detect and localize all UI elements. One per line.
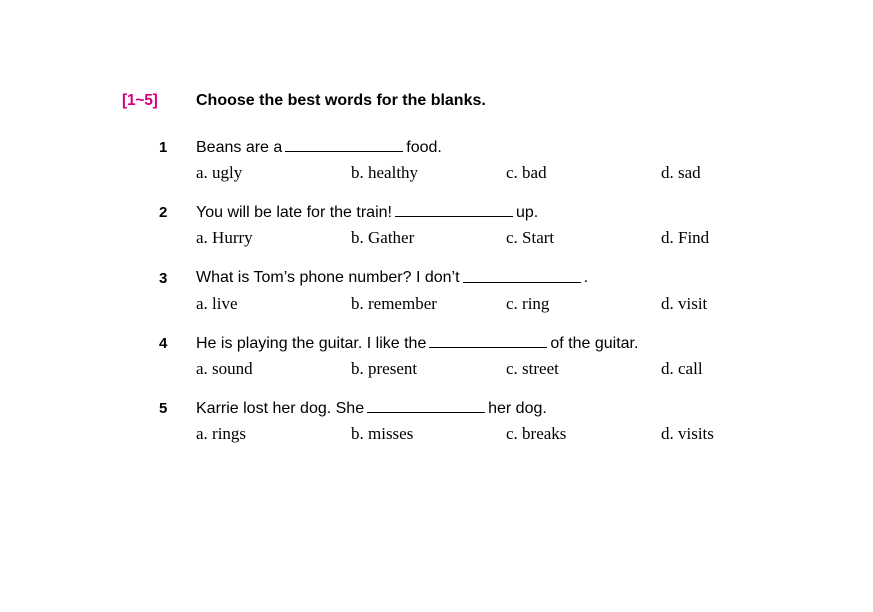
question-text-before: Karrie lost her dog. She [196, 399, 365, 417]
question-item [122, 136, 822, 183]
choice-option-a[interactable]: a. ugly [196, 163, 243, 183]
question-item [122, 397, 822, 444]
question-sentence [196, 397, 547, 418]
question-line [122, 201, 822, 222]
question-text-before: You will be late for the train! [196, 204, 392, 222]
question-range-tag: [1~5] [122, 92, 158, 109]
choice-option-c[interactable]: c. ring [506, 293, 550, 313]
choice-option-a[interactable]: a. live [196, 293, 238, 313]
choice-option-c[interactable]: c. bad [506, 163, 547, 183]
choice-option-d[interactable]: d. visits [661, 423, 714, 443]
question-item [122, 266, 822, 313]
question-sentence [196, 136, 442, 157]
choice-option-a[interactable]: a. rings [196, 423, 247, 443]
instruction-text: Choose the best words for the blanks. [196, 92, 486, 109]
worksheet-body [122, 92, 822, 462]
answer-blank[interactable] [285, 136, 403, 152]
question-line [122, 136, 822, 157]
choice-option-a[interactable]: a. sound [196, 358, 253, 378]
choice-row [122, 163, 822, 183]
choice-option-c[interactable]: c. Start [506, 228, 555, 248]
question-text-before: Beans are a [196, 139, 283, 157]
choice-row [122, 228, 822, 248]
choice-row [122, 359, 822, 379]
question-line [122, 332, 822, 353]
choice-option-c[interactable]: c. street [506, 358, 559, 378]
choice-option-b[interactable]: b. Gather [351, 228, 415, 248]
question-sentence [196, 266, 588, 287]
question-text-before: What is Tom’s phone number? I don’t [196, 269, 460, 287]
choice-option-c[interactable]: c. breaks [506, 423, 567, 443]
question-number: 4 [159, 334, 168, 352]
answer-blank[interactable] [395, 201, 513, 217]
choice-option-d[interactable]: d. call [661, 358, 703, 378]
question-sentence [196, 332, 638, 353]
question-text-after: . [583, 269, 589, 287]
question-text-after: food. [406, 139, 442, 157]
choice-option-d[interactable]: d. visit [661, 293, 708, 313]
question-text-after: her dog. [488, 399, 547, 417]
choice-option-d[interactable]: d. sad [661, 163, 701, 183]
answer-blank[interactable] [463, 266, 581, 282]
question-line [122, 397, 822, 418]
question-number: 1 [159, 139, 168, 157]
question-number: 2 [159, 204, 168, 222]
answer-blank[interactable] [367, 397, 485, 413]
choice-option-d[interactable]: d. Find [661, 228, 710, 248]
question-sentence [196, 201, 538, 222]
answer-blank[interactable] [429, 332, 547, 348]
question-number: 3 [159, 269, 168, 287]
question-number: 5 [159, 399, 168, 417]
choice-row [122, 424, 822, 444]
question-text-after: up. [515, 204, 539, 222]
question-item [122, 201, 822, 248]
question-line [122, 266, 822, 287]
question-item [122, 332, 822, 379]
question-text-after: of the guitar. [550, 334, 639, 352]
choice-option-b[interactable]: b. present [351, 358, 418, 378]
choice-option-b[interactable]: b. misses [351, 423, 414, 443]
choice-option-a[interactable]: a. Hurry [196, 228, 253, 248]
choice-option-b[interactable]: b. remember [351, 293, 437, 313]
question-text-before: He is playing the guitar. I like the [196, 334, 427, 352]
worksheet-header [122, 92, 822, 110]
choice-row [122, 294, 822, 314]
choice-option-b[interactable]: b. healthy [351, 163, 419, 183]
